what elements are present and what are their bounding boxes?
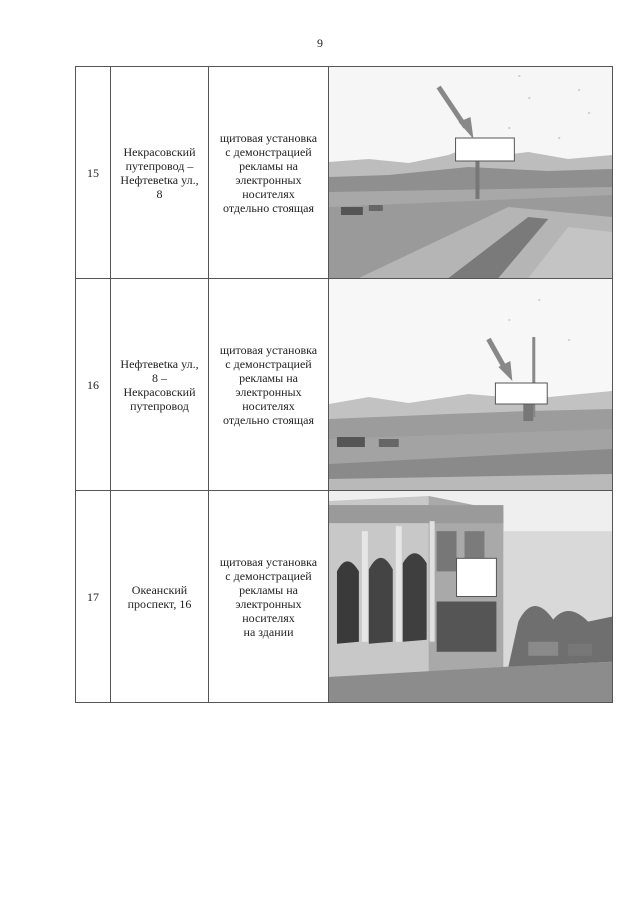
address-cell: Некрасовский путепровод – Нефтевеtка ул., 8 <box>111 67 209 279</box>
address-cell: Нефтевеtка ул., 8 – Некрасовский путепровод <box>111 279 209 491</box>
page-number: 9 <box>317 36 323 50</box>
installation-type-cell: щитовая установка с демонстрацией рекламы на электронных носителях отдельно стоящая <box>209 279 329 491</box>
installation-type-cell: щитовая установка с демонстрацией рекламы на электронных носителях отдельно стоящая <box>209 67 329 279</box>
table-row <box>76 67 613 279</box>
table-row <box>76 279 613 491</box>
row-number: 15 <box>76 67 111 279</box>
site-photo <box>329 491 613 703</box>
site-photo <box>329 67 613 279</box>
address-cell: Океанский проспект, 16 <box>111 491 209 703</box>
table-row <box>76 491 613 703</box>
installation-type-cell: щитовая установка с демонстрацией рекламы на электронных носителях на здании <box>209 491 329 703</box>
advertising-sites-table <box>75 66 613 703</box>
site-photo-16 <box>329 279 612 490</box>
row-number: 17 <box>76 491 111 703</box>
site-photo-15 <box>329 67 612 278</box>
row-number: 16 <box>76 279 111 491</box>
site-photo <box>329 279 613 491</box>
site-photo-17 <box>329 491 612 702</box>
